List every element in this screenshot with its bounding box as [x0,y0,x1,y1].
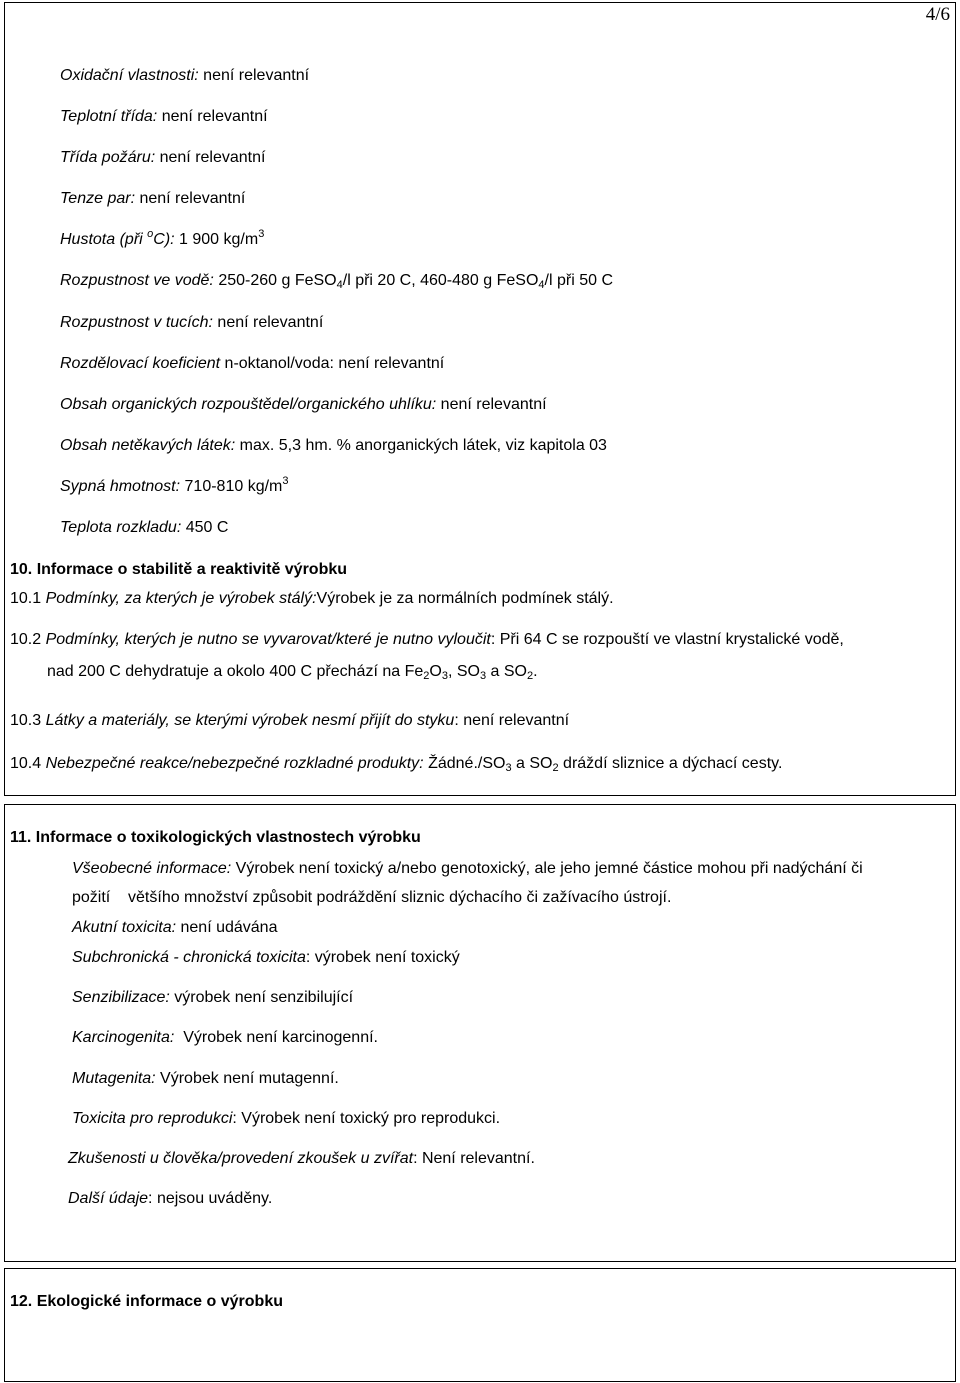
acute-toxicity: Akutní toxicita: není udávána [72,919,278,936]
property-bulk-density: Sypná hmotnost: 710-810 $kg/m^3$ [60,475,289,495]
property-density: Hustota (při $^o$C): 1 900 $kg/m^3$ [60,228,265,248]
property-water-solubility: Rozpustnost ve vodě: 250-260 g FeSO$_4$/l při 20 C, 460-480 g FeSO$_4$/l při 50 C [60,272,613,291]
general-info-continuation: požití většího množství způsobit podráždění sliznic dýchacího či zažívacího ústrojí. [72,889,672,906]
property-vapor-pressure: Tenze par: není relevantní [60,190,246,207]
reproductive-toxicity: Toxicita pro reprodukci: Výrobek není toxický pro reprodukci. [72,1110,501,1127]
property-partition-coefficient: Rozdělovací koeficient n-oktanol/voda: není relevantní [60,355,445,372]
section-10-4: 10.4 Nebezpečné reakce/nebezpečné rozkladné produkty: $Žádné./SO_3$ a $SO_2$ dráždí sliznice a dýchací cesty. [10,755,783,774]
property-oxidizing: Oxidační vlastnosti: není relevantní [60,67,310,84]
section-12-heading: 12. Ekologické informace o výrobku [10,1293,283,1310]
property-fire-class: Třída požáru: není relevantní [60,149,266,166]
section-11-heading: 11. Informace o toxikologických vlastnostech výrobku [10,829,421,846]
section-frame-3 [4,1268,956,1382]
property-organic-solvents: Obsah organických rozpouštědel/organického uhlíku: není relevantní [60,396,547,413]
section-10-3: 10.3 Látky a materiály, se kterými výrobek nesmí přijít do styku: není relevantní [10,712,570,729]
property-temperature-class: Teplotní třída: není relevantní [60,108,268,125]
carcinogenicity: Karcinogenita: Výrobek není karcinogenní. [72,1029,378,1046]
section-10-2-continuation: nad 200 C dehydratuje a okolo 400 C přechází na $Fe_2O_3$, $SO_3$ a $SO_2$. [47,663,538,682]
human-experience: Zkušenosti u člověka/provedení zkoušek u zvířat: Není relevantní. [68,1150,535,1167]
property-non-volatile: Obsah netěkavých látek: max. 5,3 hm. % anorganických látek, viz kapitola 03 [60,437,607,454]
property-decomposition-temp: Teplota rozkladu: 450 C [60,519,229,536]
sensitization: Senzibilizace: výrobek není senzibilující [72,989,354,1006]
chronic-toxicity: Subchronická - chronická toxicita: výrobek není toxický [72,949,460,966]
section-10-2: 10.2 Podmínky, kterých je nutno se vyvarovat/které je nutno vyloučit: Při 64 C se rozpouští ve vlastní krystalické vodě, [10,631,844,648]
mutagenicity: Mutagenita: Výrobek není mutagenní. [72,1070,339,1087]
page-number: 4/6 [925,4,950,25]
section-10-1: 10.1 Podmínky, za kterých je výrobek stálý:Výrobek je za normálních podmínek stálý. [10,590,614,607]
other-data: Další údaje: nejsou uváděny. [68,1190,273,1207]
section-10-heading: 10. Informace o stabilitě a reaktivitě výrobku [10,561,348,578]
property-fat-solubility: Rozpustnost v tucích: není relevantní [60,314,324,331]
general-info: Všeobecné informace: Výrobek není toxický a/nebo genotoxický, ale jeho jemné částice mohou při nadýchání či [72,860,863,877]
